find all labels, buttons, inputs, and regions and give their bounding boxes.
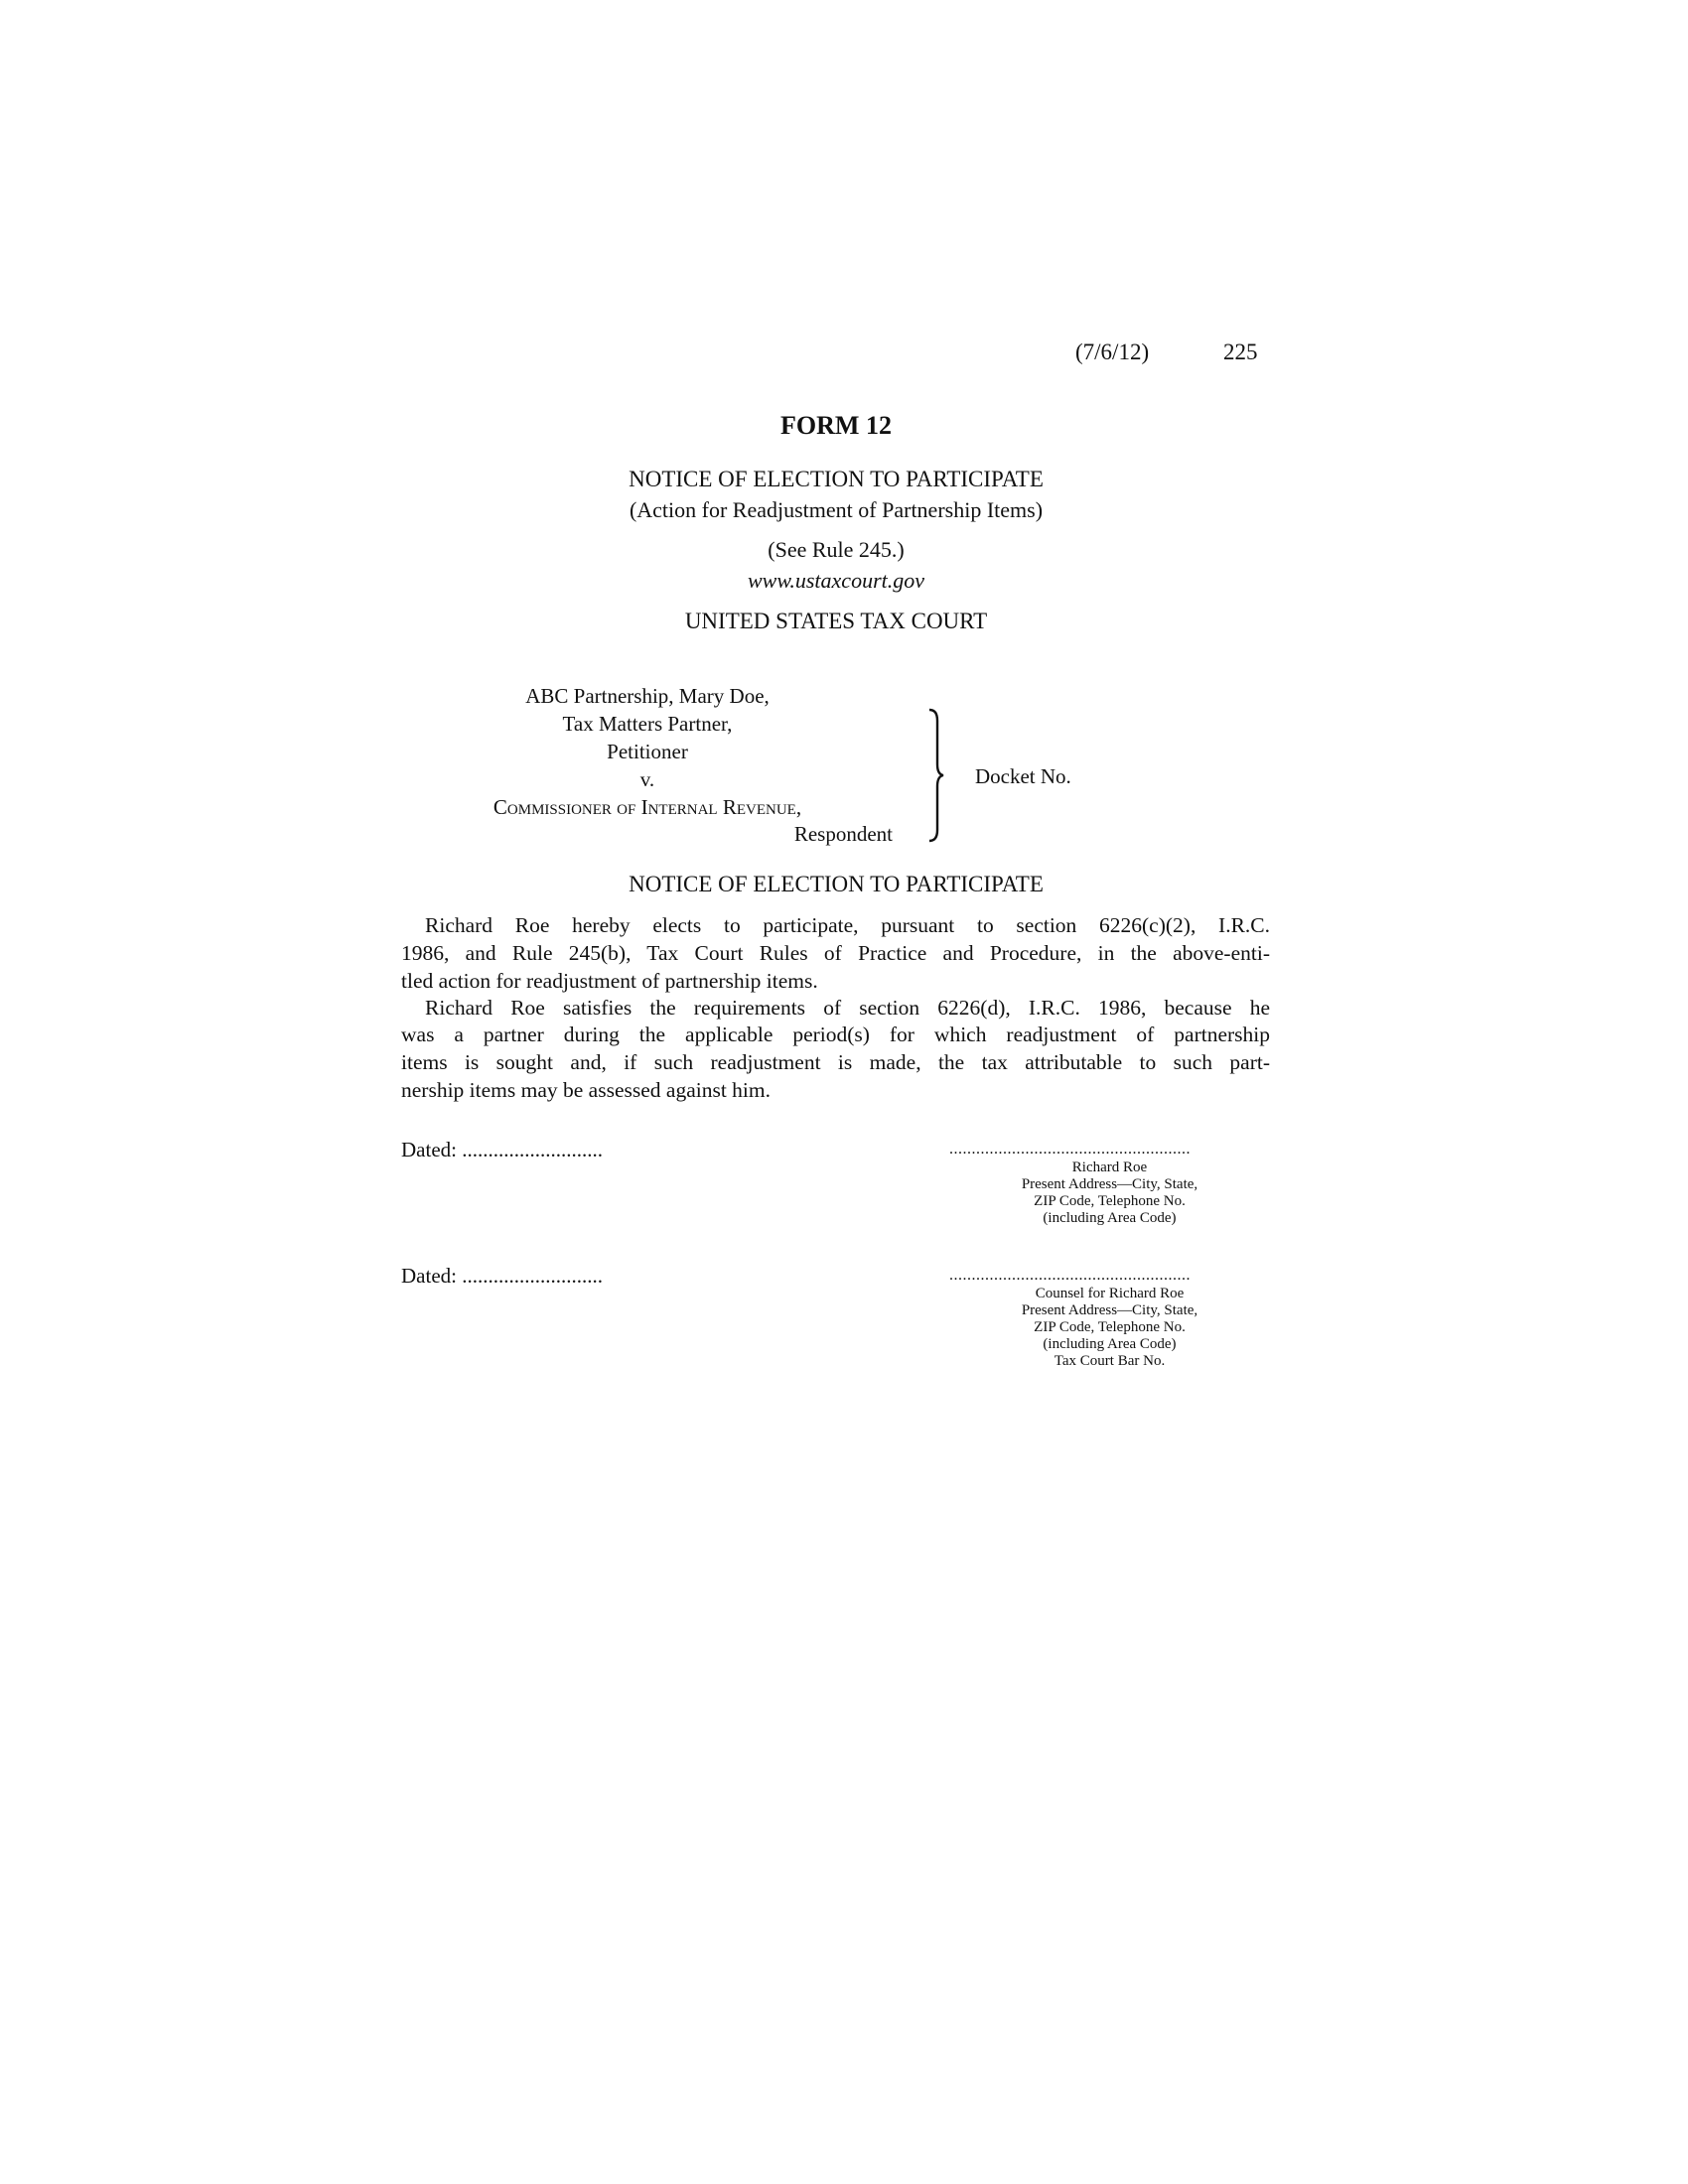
body-line: tled action for readjustment of partnership items. <box>401 969 818 993</box>
page-number: 225 <box>1223 340 1258 364</box>
counsel-zip-phone: ZIP Code, Telephone No. <box>1034 1319 1186 1335</box>
body-line: items is sought and, if such readjustment is made, the tax attributable to such part- <box>401 1050 1270 1074</box>
dated-field[interactable]: Dated: ........................... <box>401 1264 603 1288</box>
counsel-area-code: (including Area Code) <box>1043 1336 1177 1352</box>
petitioner-name: ABC Partnership, Mary Doe, <box>525 684 770 708</box>
versus: v. <box>639 767 655 791</box>
docket-number-label: Docket No. <box>975 764 1071 788</box>
body-line: nership items may be assessed against him. <box>401 1078 771 1102</box>
website: www.ustaxcourt.gov <box>747 568 925 593</box>
court-name: UNITED STATES TAX COURT <box>684 609 988 633</box>
body-line: 1986, and Rule 245(b), Tax Court Rules of Practice and Procedure, in the above-enti- <box>401 941 1270 965</box>
signature-line[interactable]: ...................................................... <box>949 1142 1191 1158</box>
form-subtitle: (Action for Readjustment of Partnership Items) <box>629 497 1044 522</box>
form-title: NOTICE OF ELECTION TO PARTICIPATE <box>629 467 1044 491</box>
respondent-name: Commissioner of Internal Revenue, <box>492 795 802 819</box>
dated-field[interactable]: Dated: ........................... <box>401 1138 603 1161</box>
body-line: Richard Roe hereby elects to participate, pursuant to section 6226(c)(2), I.R.C. <box>425 913 1270 937</box>
revision-date: (7/6/12) <box>1075 340 1150 364</box>
signer-name: Richard Roe <box>1071 1160 1148 1175</box>
form-number: FORM 12 <box>780 411 892 440</box>
body-line: Richard Roe satisfies the requirements of section 6226(d), I.R.C. 1986, because he <box>425 996 1270 1020</box>
counsel-bar-number: Tax Court Bar No. <box>1054 1353 1166 1369</box>
signer-zip-phone: ZIP Code, Telephone No. <box>1034 1193 1186 1209</box>
notice-heading: NOTICE OF ELECTION TO PARTICIPATE <box>629 872 1044 896</box>
counsel-address: Present Address—City, State, <box>1021 1302 1198 1318</box>
rule-reference: (See Rule 245.) <box>768 537 905 562</box>
respondent-role: Respondent <box>793 822 893 846</box>
signature-line[interactable]: ...................................................... <box>949 1268 1191 1284</box>
signer-address: Present Address—City, State, <box>1021 1176 1198 1192</box>
brace-icon <box>925 707 949 844</box>
body-line: was a partner during the applicable period(s) for which readjustment of partnership <box>401 1023 1270 1046</box>
counsel-name: Counsel for Richard Roe <box>1035 1286 1185 1301</box>
petitioner-role: Petitioner <box>607 740 688 763</box>
signer-area-code: (including Area Code) <box>1043 1210 1177 1226</box>
petitioner-title: Tax Matters Partner, <box>562 712 733 736</box>
